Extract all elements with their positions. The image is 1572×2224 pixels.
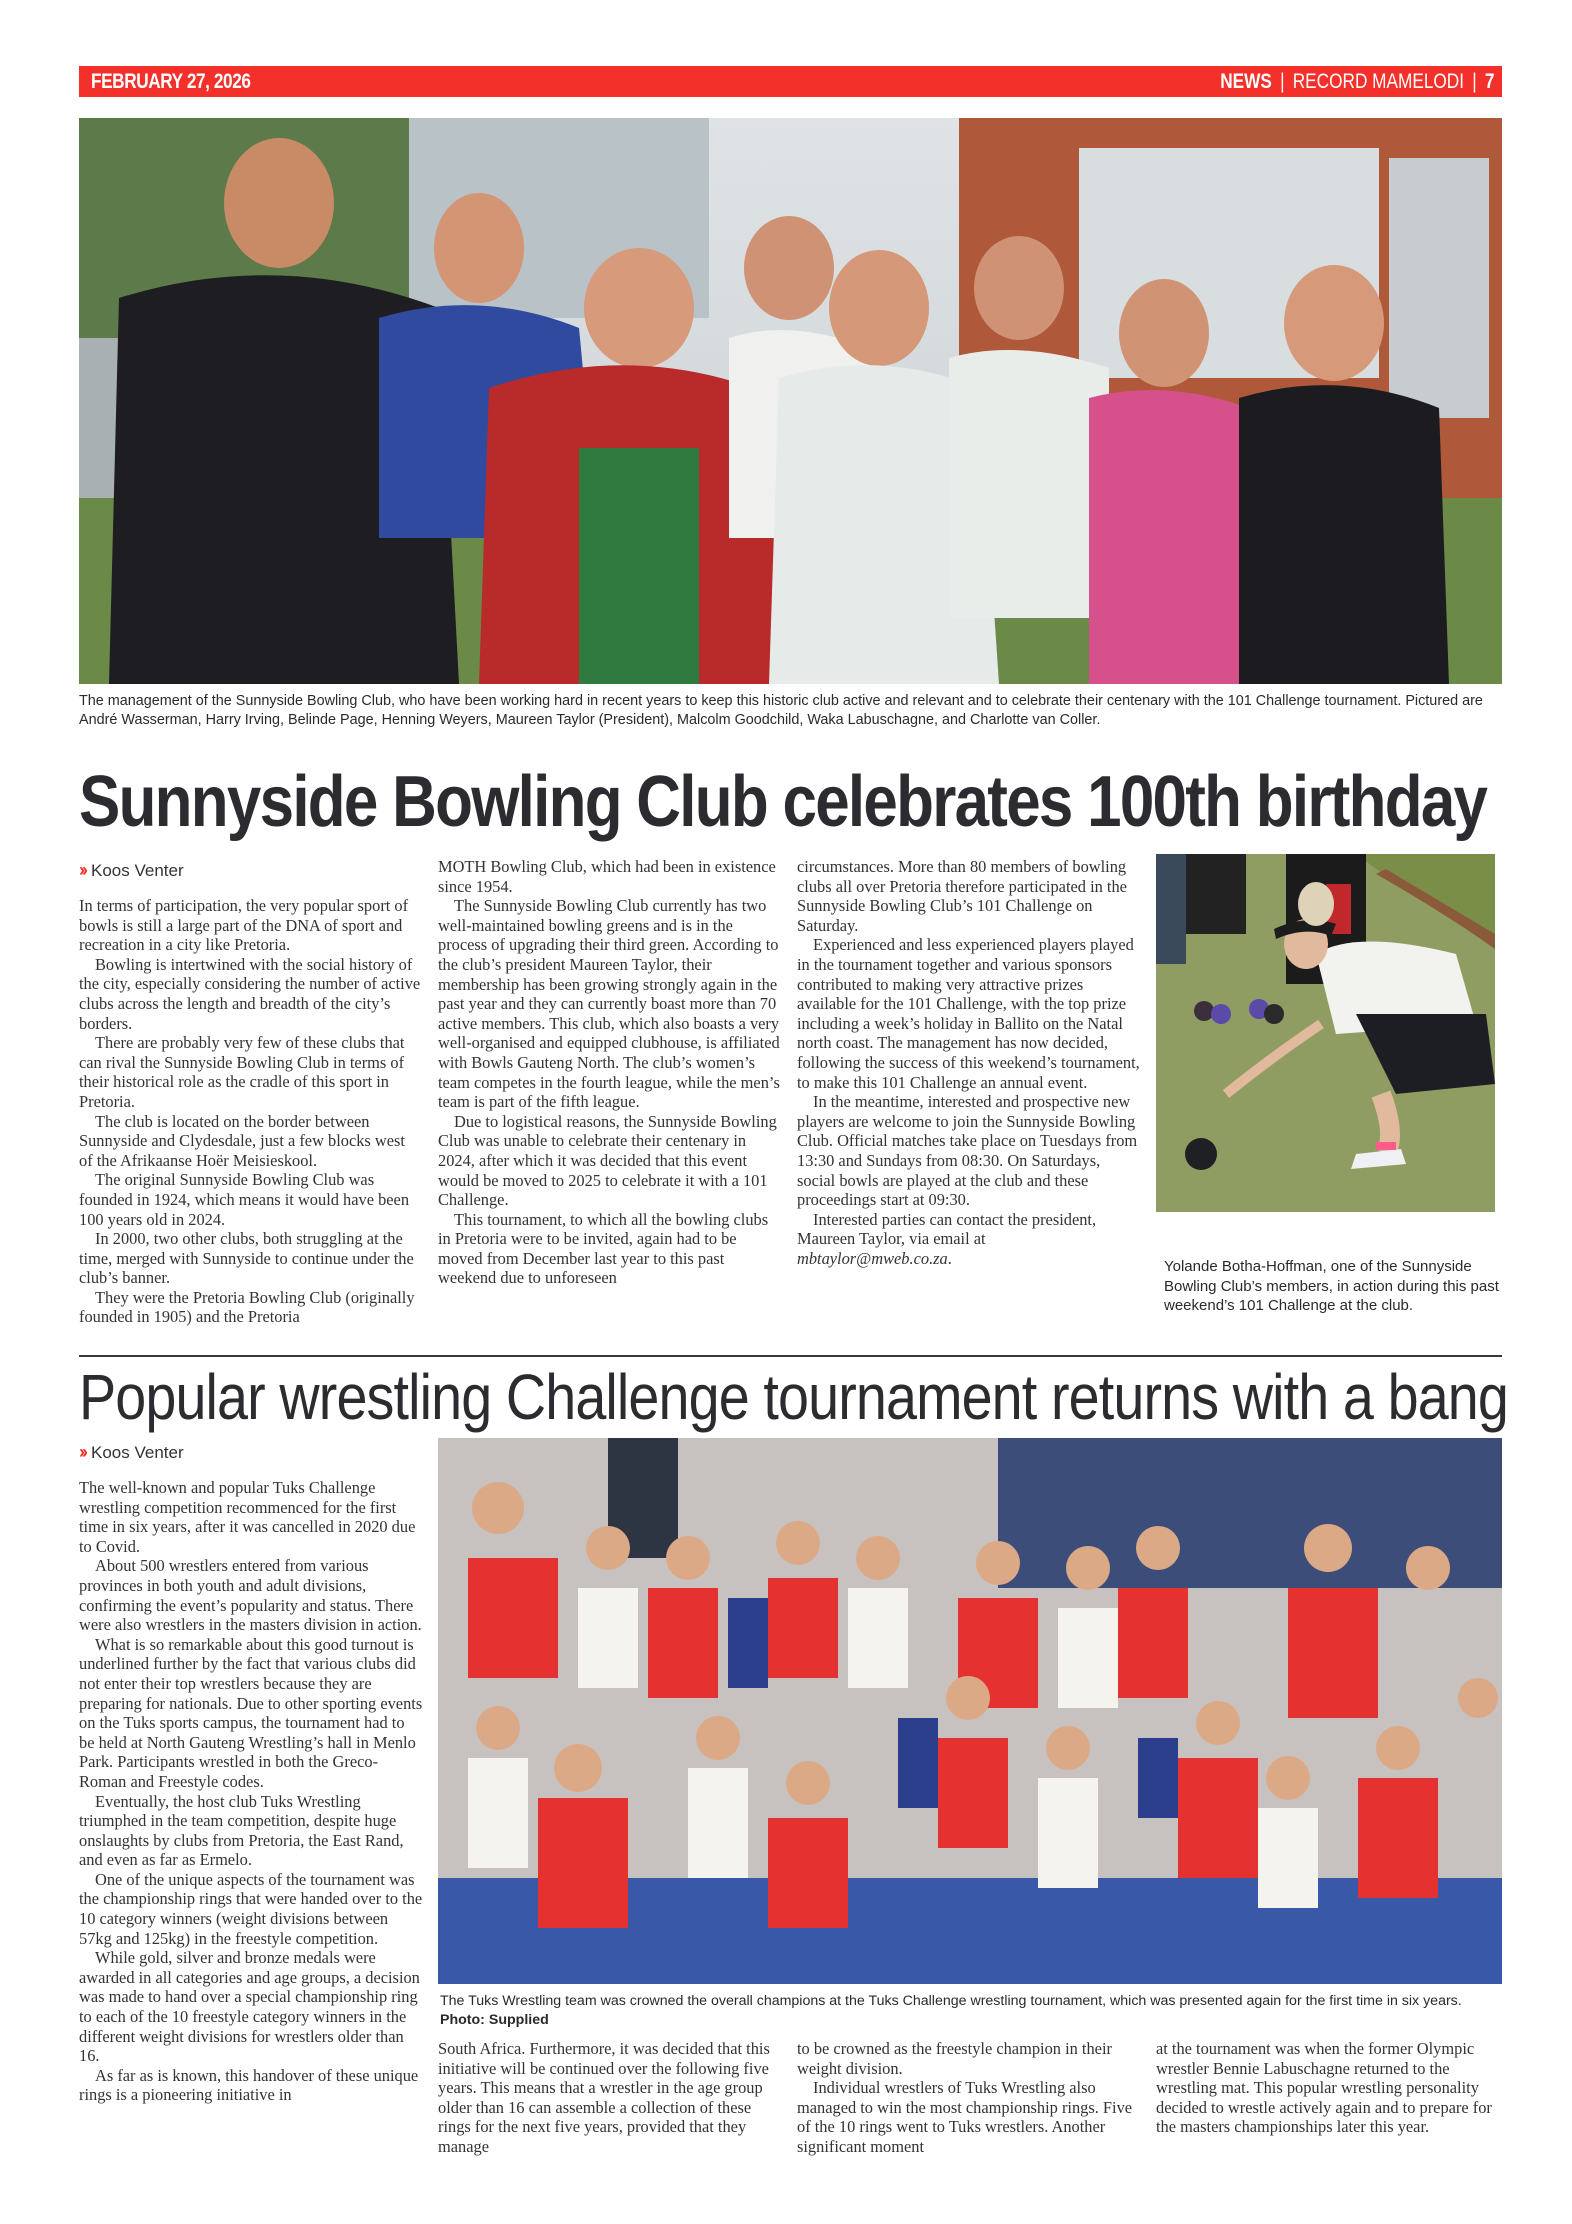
paragraph: Eventually, the host club Tuks Wrestling triumphed in the team competition, despite huge onslaughts by clubs from Pretoria, the East Rand, and even as far as Ermelo. — [79, 1791, 404, 1870]
paragraph: The original Sunnyside Bowling Club was founded in 1924, which means it would have been 100 years old in 2024. — [79, 1170, 410, 1229]
author-name: Koos Venter — [91, 860, 184, 880]
article-column-4 — [1156, 2039, 1501, 2137]
article-column-1 — [79, 896, 421, 1327]
paragraph: In 2000, two other clubs, both struggling at the time, merged with Sunnyside to continue under the club’s banner. — [79, 1229, 414, 1288]
double-chevron-right-icon: ›› — [79, 860, 85, 880]
byline — [79, 1442, 184, 1463]
paragraph: The well-known and popular Tuks Challenge wrestling competition recommenced for the first time in six years, after it was cancelled in 2020 due to Covid. — [79, 1478, 416, 1556]
paragraph: As far as is known, this handover of these unique rings is a pioneering initiative in — [79, 2065, 419, 2105]
paragraph: Bowling is intertwined with the social history of the city, especially considering the number of active clubs across the length and breadth of the city’s borders. — [79, 954, 421, 1033]
paragraph — [797, 1210, 1142, 1269]
paragraph: They were the Pretoria Bowling Club (originally founded in 1905) and the Pretoria — [79, 1287, 415, 1327]
group-photo-image — [79, 118, 1502, 684]
article-column-2 — [438, 2039, 783, 2157]
paragraph: Due to logistical reasons, the Sunnyside Bowling Club was unable to celebrate their centenary in 2024, after which it was decided that this event would be moved to 2025 to celebrate it with a 101 Challenge. — [438, 1111, 777, 1210]
article-column-2 — [438, 857, 783, 1288]
article-column-3 — [797, 857, 1142, 1268]
paragraph: About 500 wrestlers entered from various provinces in both youth and adult divisions, confirming the event’s popularity and status. There were also wrestlers in the masters division in action. — [79, 1556, 422, 1635]
paragraph: In terms of participation, the very popular sport of bowls is still a large part of the DNA of sport and recreation in a city like Pretoria. — [79, 896, 409, 955]
lawn-bowler-photo — [1156, 854, 1495, 1212]
lawn-bowler-image — [1156, 854, 1495, 1212]
bowling-club-group-photo — [79, 118, 1502, 684]
paragraph: at the tournament was when the former Olympic wrestler Bennie Labuschagne returned to the wrestling mat. This popular wrestling personality decided to wrestle actively again and to prepare for the masters championships later this year. — [1156, 2039, 1492, 2137]
paragraph: This tournament, to which all the bowling clubs in Pretoria were to be invited, again had to be moved from December last year to this past weekend due to unforeseen — [438, 1209, 769, 1288]
separator: | — [1471, 69, 1477, 93]
article-headline: Sunnyside Bowling Club celebrates 100th birthday — [79, 762, 1487, 842]
photo-credit: Photo: Supplied — [440, 2011, 549, 2028]
paragraph: The Sunnyside Bowling Club currently has two well-maintained bowling greens and is in the process of upgrading their third green. According to the club’s president Maureen Taylor, their membership has been growing strongly again in the past year and they can currently boast more than 70 active members. This club, which also boasts a very well-organised and equipped clubhouse, is affiliated with Bowls Gauteng North. The club’s women’s team competes in the fourth league, while the men’s team is part of the fifth league. — [438, 896, 780, 1112]
main-photo-caption: The management of the Sunnyside Bowling Club, who have been working hard in recent years to keep this historic club active and relevant and to celebrate their centenary with the 101 Challenge tournament. Pictured are André Wasserman, Harry Irving, Belinde Page, Henning Weyers, Maureen Taylor (President), Malcolm Goodchild, Waka Labuschagne, and Charlotte van Coller. — [79, 693, 1483, 728]
punctuation: . — [947, 1248, 952, 1268]
paragraph: to be crowned as the freestyle champion in their weight division. — [797, 2039, 1112, 2078]
paragraph: What is so remarkable about this good turnout is underlined further by the fact that various clubs did not enter their top wrestlers because they are preparing for nationals. Due to other sporting events on the Tuks sports campus, the tournament had to be held at North Gauteng Wrestling’s hall in Menlo Park. Participants wrestled in both the Greco-Roman and Freestyle codes. — [79, 1634, 423, 1791]
wrestling-team-image — [438, 1438, 1502, 1984]
article-column-3 — [797, 2039, 1142, 2157]
separator: | — [1279, 69, 1285, 93]
wrestling-team-photo — [438, 1438, 1502, 1984]
page-header-bar — [79, 66, 1502, 97]
double-chevron-right-icon: ›› — [79, 1442, 85, 1462]
paragraph: MOTH Bowling Club, which had been in existence since 1954. — [438, 857, 776, 896]
page-number: 7 — [1484, 69, 1494, 93]
publication-name: RECORD MAMELODI — [1292, 69, 1464, 93]
caption-text: The Tuks Wrestling team was crowned the overall champions at the Tuks Challenge wrestling tournament, which was presented again for the first time in six years. — [440, 1993, 1462, 2009]
paragraph: circumstances. More than 80 members of bowling clubs all over Pretoria therefore participated in the Sunnyside Bowling Club’s 101 Challenge on Saturday. — [797, 857, 1127, 935]
paragraph: There are probably very few of these clubs that can rival the Sunnyside Bowling Club in terms of their historical role as the cradle of this sport in Pretoria. — [79, 1033, 405, 1111]
section-label: NEWS — [1219, 69, 1272, 93]
contact-email[interactable]: mbtaylor@mweb.co.za — [797, 1248, 948, 1268]
paragraph: South Africa. Furthermore, it was decided that this initiative will be continued over the following five years. This means that a wrestler in the age group older than 16 can assemble a collection of these rings for the next five years, provided that they manage — [438, 2039, 770, 2156]
paragraph: One of the unique aspects of the tournament was the championship rings that were handed over to the 10 category winners (weight divisions between 57kg and 125kg) in the freestyle competition. — [79, 1869, 423, 1948]
side-photo-caption: Yolande Botha-Hoffman, one of the Sunnyside Bowling Club’s members, in action during this past weekend’s 101 Challenge at the club. — [1164, 1258, 1499, 1314]
paragraph: Experienced and less experienced players played in the tournament together and various sponsors contributed to making very attractive prizes available for the 101 Challenge, with the top prize including a week’s holiday in Ballito on the Natal north coast. The management has now decided, following the success of this weekend’s tournament, to make this 101 Challenge an annual event. — [797, 935, 1140, 1092]
author-name: Koos Venter — [91, 1442, 184, 1462]
section-divider — [79, 1355, 1502, 1357]
paragraph: The club is located on the border between Sunnyside and Clydesdale, just a few blocks west of the Afrikaanse Hoër Meisieskool. — [79, 1111, 405, 1170]
article-headline: Popular wrestling Challenge tournament returns with a bang — [79, 1361, 1509, 1433]
byline — [79, 860, 184, 881]
wrestling-photo-caption — [440, 1992, 1510, 2029]
article-column-1 — [79, 1478, 424, 2105]
paragraph: In the meantime, interested and prospective new players are welcome to join the Sunnyside Bowling Club. Official matches take place on Tuesdays from 13:30 and Sundays from 08:30. On Saturdays, social bowls are played at the club and these proceedings start at 09:30. — [797, 1092, 1138, 1210]
issue-date: FEBRUARY 27, 2026 — [91, 69, 251, 93]
paragraph: While gold, silver and bronze medals were awarded in all categories and age groups, a decision was made to hand over a special championship ring to each of the 10 freestyle category winners in the different weight divisions for wrestlers older than 16. — [79, 1948, 420, 2066]
paragraph: Individual wrestlers of Tuks Wrestling also managed to win the most championship rings. Five of the 10 rings went to Tuks wrestlers. Another significant moment — [797, 2078, 1133, 2156]
header-section-info — [1220, 70, 1494, 94]
paragraph-text: Interested parties can contact the president, Maureen Taylor, via email at — [797, 1209, 1097, 1249]
